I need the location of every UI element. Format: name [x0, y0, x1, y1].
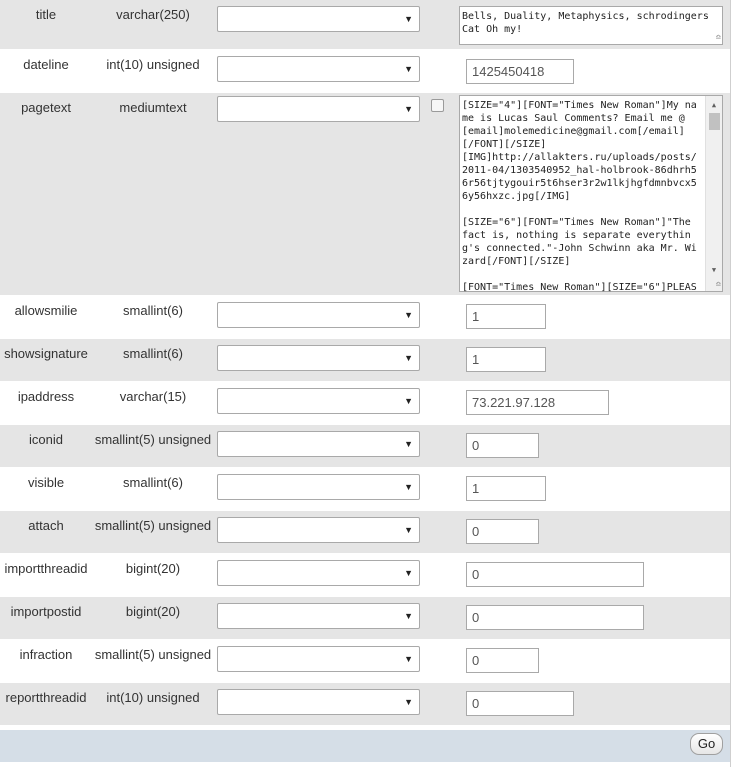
- field-type: smallint(6): [123, 346, 183, 361]
- right-border: [730, 0, 731, 767]
- field-type: smallint(6): [123, 303, 183, 318]
- go-button[interactable]: Go: [690, 733, 723, 755]
- value-input[interactable]: 1: [466, 476, 546, 501]
- function-select[interactable]: [217, 603, 420, 629]
- scroll-up-icon[interactable]: ▲: [711, 101, 717, 109]
- field-type: smallint(5) unsigned: [94, 647, 212, 662]
- field-type: varchar(15): [119, 389, 187, 404]
- dropdown-arrow-icon: ▼: [404, 482, 413, 492]
- value-text: [SIZE="4"][FONT="Times New Roman"]My name is Lucas Saul Comments? Email me @ [email]molemedicine@gmail.com[/email] [/FONT][/SIZE] [IMG]http://allakters.ru/uploads/posts/2011-04/1303540952_hal-holbrook-86dhrh56r56tjtygouir5t6hser3r2w1lkjhgfdmnbvcx56y56hxzc.jpg[/IMG] [SIZE="6"][FONT="Times New Roman"]"The fact is, nothing is separate everything's connected."-John Schwinn aka Mr. Wizard[/FONT][/SIZE] [FONT="Times New Roman"][SIZE="6"]PLEAS: [462, 100, 697, 293]
- dropdown-arrow-icon: ▼: [404, 439, 413, 449]
- dropdown-arrow-icon: ▼: [404, 64, 413, 74]
- value-input[interactable]: 0: [466, 562, 644, 587]
- function-select[interactable]: [217, 302, 420, 328]
- value-input[interactable]: 0: [466, 648, 539, 673]
- row-infraction: [0, 640, 730, 683]
- field-name: attach: [28, 518, 64, 533]
- function-select[interactable]: [217, 560, 420, 586]
- field-name: ipaddress: [17, 389, 75, 404]
- row-importpostid: [0, 597, 730, 640]
- function-select[interactable]: [217, 56, 420, 82]
- function-select[interactable]: [217, 6, 420, 32]
- field-name: visible: [27, 475, 65, 490]
- dropdown-arrow-icon: ▼: [404, 611, 413, 621]
- field-name: dateline: [23, 57, 69, 72]
- function-select[interactable]: [217, 646, 420, 672]
- value-textarea[interactable]: [459, 6, 723, 45]
- dropdown-arrow-icon: ▼: [404, 310, 413, 320]
- dropdown-arrow-icon: ▼: [404, 396, 413, 406]
- field-name: iconid: [29, 432, 63, 447]
- field-type: int(10) unsigned: [106, 690, 200, 705]
- dropdown-arrow-icon: ▼: [404, 568, 413, 578]
- field-name: showsignature: [4, 346, 88, 361]
- value-input[interactable]: 0: [466, 691, 574, 716]
- dropdown-arrow-icon: ▼: [404, 14, 413, 24]
- field-name: infraction: [19, 647, 73, 662]
- value-input[interactable]: 1: [466, 304, 546, 329]
- field-name: importpostid: [10, 604, 82, 619]
- row-dateline: [0, 50, 730, 93]
- field-name: title: [35, 7, 57, 22]
- value-input[interactable]: 1: [466, 347, 546, 372]
- dropdown-arrow-icon: ▼: [404, 697, 413, 707]
- value-input[interactable]: 0: [466, 519, 539, 544]
- value-input[interactable]: 73.221.97.128: [466, 390, 609, 415]
- value-input[interactable]: 0: [466, 605, 644, 630]
- field-type: int(10) unsigned: [106, 57, 200, 72]
- field-type: bigint(20): [125, 561, 181, 576]
- form-footer: [0, 730, 730, 762]
- textarea-scrollbar[interactable]: [705, 96, 722, 291]
- field-name: pagetext: [21, 100, 71, 115]
- function-select[interactable]: [217, 517, 420, 543]
- function-select[interactable]: [217, 689, 420, 715]
- row-attach: [0, 511, 730, 554]
- field-name: reportthreadid: [5, 690, 87, 705]
- scroll-thumb[interactable]: [709, 113, 720, 130]
- function-select[interactable]: [217, 431, 420, 457]
- field-type: mediumtext: [119, 100, 187, 115]
- dropdown-arrow-icon: ▼: [404, 654, 413, 664]
- function-select[interactable]: [217, 345, 420, 371]
- field-type: smallint(6): [123, 475, 183, 490]
- field-type: varchar(250): [116, 7, 190, 22]
- value-textarea[interactable]: [459, 95, 723, 292]
- dropdown-arrow-icon: ▼: [404, 525, 413, 535]
- field-type: bigint(20): [125, 604, 181, 619]
- row-pagetext: [0, 93, 730, 296]
- function-select[interactable]: [217, 474, 420, 500]
- null-checkbox[interactable]: [431, 99, 444, 112]
- scroll-down-icon[interactable]: ▼: [711, 266, 717, 274]
- resize-grip-icon[interactable]: ≏: [715, 280, 721, 290]
- row-reportthreadid: [0, 683, 730, 726]
- field-name: importthreadid: [4, 561, 88, 576]
- row-title: [0, 0, 730, 50]
- dropdown-arrow-icon: ▼: [404, 353, 413, 363]
- function-select[interactable]: [217, 96, 420, 122]
- value-input[interactable]: 1425450418: [466, 59, 574, 84]
- resize-grip-icon[interactable]: ≏: [715, 33, 721, 43]
- row-allowsmilie: [0, 296, 730, 339]
- field-name: allowsmilie: [14, 303, 78, 318]
- row-iconid: [0, 425, 730, 468]
- field-type: smallint(5) unsigned: [94, 432, 212, 447]
- value-text: Bells, Duality, Metaphysics, schrodingers Cat Oh my!: [462, 11, 715, 35]
- value-input[interactable]: 0: [466, 433, 539, 458]
- row-showsignature: [0, 339, 730, 382]
- row-importthreadid: [0, 554, 730, 597]
- function-select[interactable]: [217, 388, 420, 414]
- row-ipaddress: [0, 382, 730, 425]
- dropdown-arrow-icon: ▼: [404, 104, 413, 114]
- row-visible: [0, 468, 730, 511]
- field-type: smallint(5) unsigned: [94, 518, 212, 533]
